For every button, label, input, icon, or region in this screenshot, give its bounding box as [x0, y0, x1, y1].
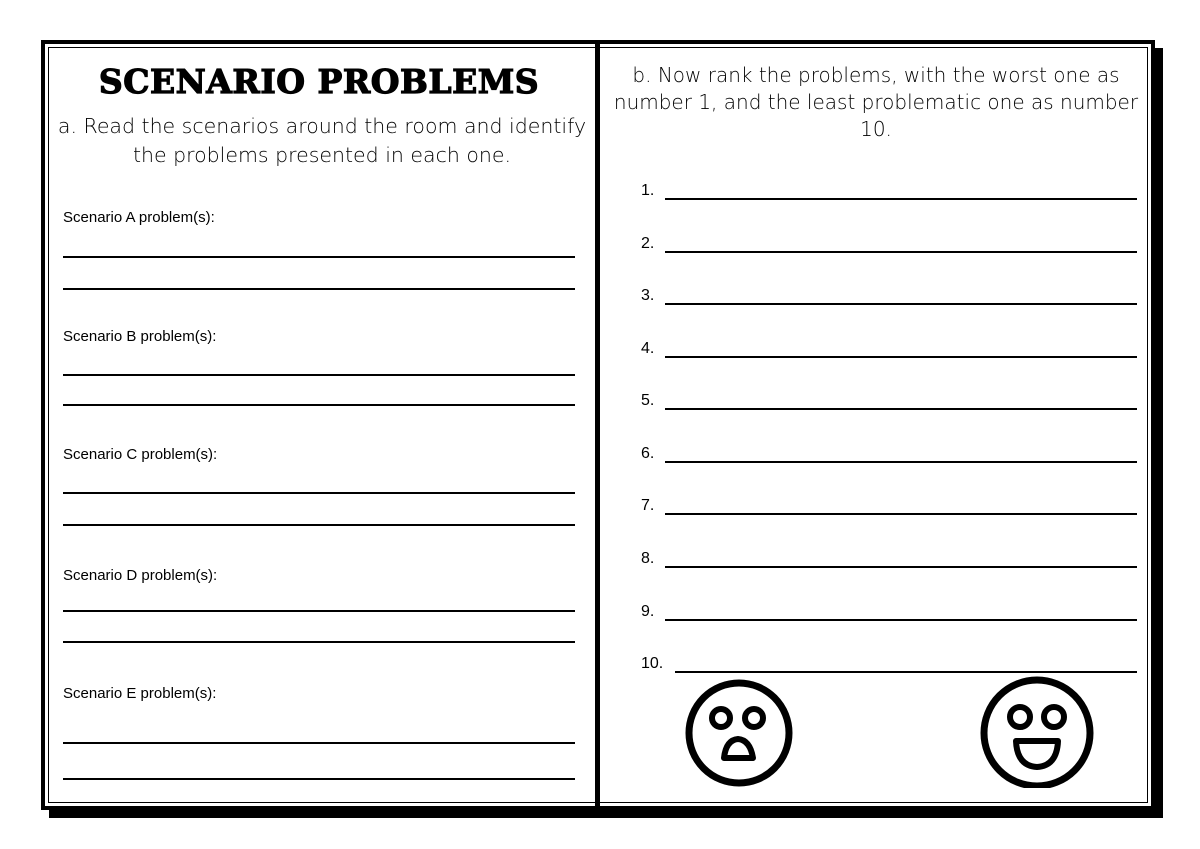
rank-number-10: 10.	[641, 655, 664, 672]
scenario-a-block	[63, 208, 575, 228]
scenario-c-block	[63, 445, 575, 465]
rank-number-2: 2.	[641, 235, 655, 252]
rank-answer-line-3[interactable]	[665, 303, 1137, 305]
rank-answer-line-8[interactable]	[665, 566, 1137, 568]
instruction-b: b. Now rank the problems, with the worst one as number 1, and the least problematic one as number 10.	[613, 63, 1139, 141]
rank-number-6: 6.	[641, 445, 655, 462]
rank-row-1[interactable]	[641, 176, 1137, 202]
rank-answer-line-4[interactable]	[665, 356, 1137, 358]
scenario-d-label: Scenario D problem(s):	[63, 567, 218, 584]
scenario-d-block	[63, 566, 575, 586]
scenario-e-answer-line-1[interactable]	[63, 742, 575, 744]
rank-answer-line-10[interactable]	[675, 671, 1137, 673]
rank-row-3[interactable]	[641, 281, 1137, 307]
scenario-c-label: Scenario C problem(s):	[63, 446, 218, 463]
worksheet	[41, 40, 1155, 810]
rank-number-8: 8.	[641, 550, 655, 567]
scenario-b-answer-line-1[interactable]	[63, 374, 575, 376]
scenario-d-answer-line-1[interactable]	[63, 610, 575, 612]
scenario-d-answer-line-2[interactable]	[63, 641, 575, 643]
rank-row-5[interactable]	[641, 386, 1137, 412]
rank-answer-line-6[interactable]	[665, 461, 1137, 463]
scenario-a-label: Scenario A problem(s):	[63, 209, 215, 226]
rank-answer-line-9[interactable]	[665, 619, 1137, 621]
rank-answer-line-7[interactable]	[665, 513, 1137, 515]
scenario-a-answer-line-2[interactable]	[63, 288, 575, 290]
scenario-e-label: Scenario E problem(s):	[63, 685, 217, 702]
rank-answer-line-2[interactable]	[665, 251, 1137, 253]
rank-answer-line-1[interactable]	[665, 198, 1137, 200]
page-title: SCENARIO PROBLEMS	[98, 62, 540, 101]
rank-row-9[interactable]	[641, 597, 1137, 623]
rank-number-7: 7.	[641, 497, 655, 514]
column-divider	[595, 44, 600, 806]
rank-number-4: 4.	[641, 340, 655, 357]
instruction-a: a. Read the scenarios around the room and identify the problems presented in each one.	[57, 114, 587, 167]
scenario-e-answer-line-2[interactable]	[63, 778, 575, 780]
happy-face-icon	[977, 676, 1097, 788]
rank-number-3: 3.	[641, 287, 655, 304]
rank-row-4[interactable]	[641, 334, 1137, 360]
scenario-b-block	[63, 327, 575, 347]
scenario-b-answer-line-2[interactable]	[63, 404, 575, 406]
rank-row-7[interactable]	[641, 491, 1137, 517]
rank-row-8[interactable]	[641, 544, 1137, 570]
rank-number-9: 9.	[641, 603, 655, 620]
worried-face-icon	[683, 679, 795, 787]
scenario-c-answer-line-2[interactable]	[63, 524, 575, 526]
scenario-b-label: Scenario B problem(s):	[63, 328, 217, 345]
rank-number-5: 5.	[641, 392, 655, 409]
rank-answer-line-5[interactable]	[665, 408, 1137, 410]
rank-row-2[interactable]	[641, 229, 1137, 255]
scenario-c-answer-line-1[interactable]	[63, 492, 575, 494]
rank-number-1: 1.	[641, 182, 655, 199]
scenario-a-answer-line-1[interactable]	[63, 256, 575, 258]
scenario-e-block	[63, 684, 575, 704]
rank-row-10[interactable]	[641, 649, 1137, 675]
rank-row-6[interactable]	[641, 439, 1137, 465]
